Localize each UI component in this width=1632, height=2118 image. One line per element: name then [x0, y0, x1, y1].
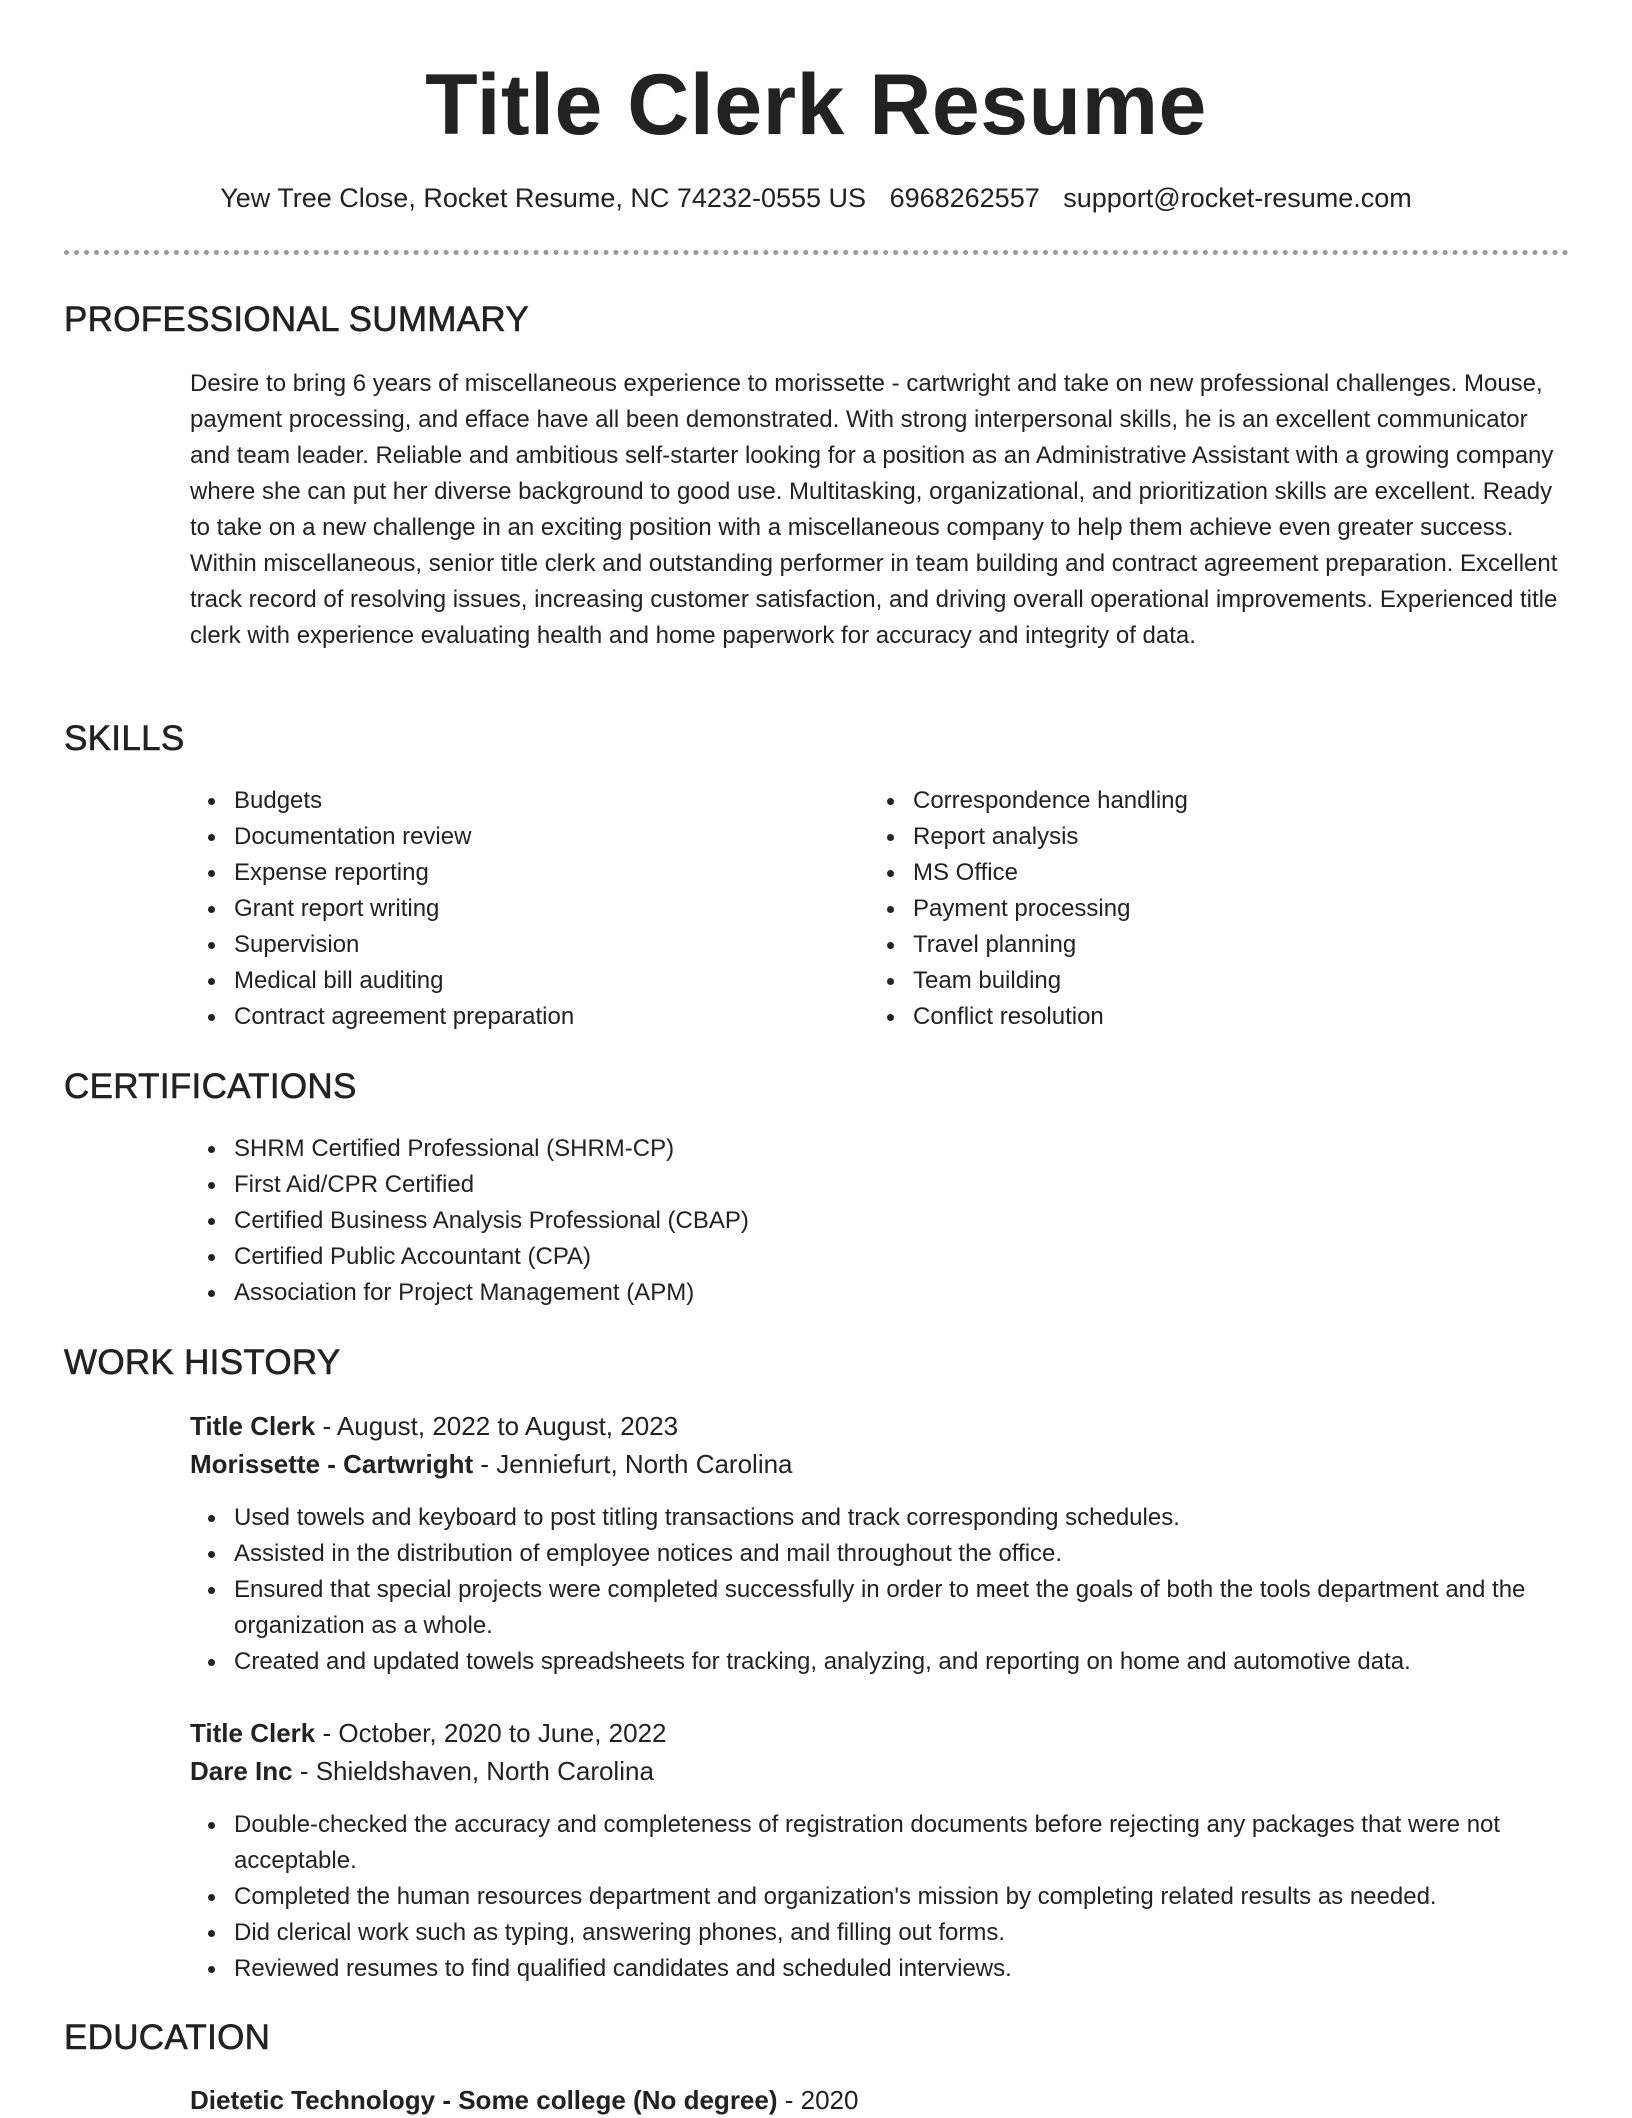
education-year: - 2020	[777, 2085, 859, 2115]
job-bullet: Used towels and keyboard to post titling transactions and track corresponding schedules.	[234, 1500, 1614, 1536]
job-title-line	[190, 1408, 678, 1444]
contact-address: Yew Tree Close, Rocket Resume, NC 74232-0555 US	[220, 183, 867, 213]
skill-item: Supervision	[234, 927, 834, 963]
job-bullet: Assisted in the distribution of employee notices and mail throughout the office.	[234, 1536, 1614, 1572]
job-title-line	[190, 1715, 667, 1751]
skills-list-right	[869, 783, 1513, 1035]
skill-item: Expense reporting	[234, 855, 834, 891]
job-dates: - August, 2022 to August, 2023	[315, 1411, 679, 1441]
job-bullet: Reviewed resumes to find qualified candidates and scheduled interviews.	[234, 1951, 1614, 1987]
summary-heading: PROFESSIONAL SUMMARY	[64, 300, 529, 339]
job-title: Title Clerk	[190, 1718, 316, 1748]
job-bullet: Created and updated towels spreadsheets for tracking, analyzing, and reporting on home and automotive data.	[234, 1644, 1614, 1680]
job-title: Title Clerk	[190, 1411, 316, 1441]
skill-item: Correspondence handling	[913, 783, 1513, 819]
job-dates: - October, 2020 to June, 2022	[315, 1718, 667, 1748]
job-bullet: Completed the human resources department and organization's mission by completing related results as needed.	[234, 1879, 1614, 1915]
contact-email: support@rocket-resume.com	[1063, 183, 1412, 213]
work-history-heading: WORK HISTORY	[64, 1343, 341, 1382]
certification-item: First Aid/CPR Certified	[234, 1167, 1534, 1203]
certification-item: Certified Business Analysis Professional (CBAP)	[234, 1203, 1534, 1239]
contact-line	[0, 180, 1632, 216]
job-location: - Shieldshaven, North Carolina	[292, 1756, 654, 1786]
job-company: Morissette - Cartwright	[190, 1449, 474, 1479]
skill-item: Payment processing	[913, 891, 1513, 927]
skill-item: Documentation review	[234, 819, 834, 855]
summary-text: Desire to bring 6 years of miscellaneous experience to morissette - cartwright and take on new professional challenges. Mouse, payment processing, and efface have all been demonstrated. With strong interpersonal skills, he is an excellent communicator and team leader. Reliable and ambitious self-starter looking for a position as an Administrative Assistant with a growing company where she can put her diverse background to good use. Multitasking, organizational, and prioritization skills are excellent. Ready to take on a new challenge in an exciting position with a miscellaneous company to help them achieve even greater success. Within miscellaneous, senior title clerk and outstanding performer in team building and contract agreement preparation. Excellent track record of resolving issues, increasing customer satisfaction, and driving overall operational improvements. Experienced title clerk with experience evaluating health and home paperwork for accuracy and integrity of data.	[190, 370, 1558, 649]
skill-item: Budgets	[234, 783, 834, 819]
education-degree: Dietetic Technology - Some college (No degree)	[190, 2085, 778, 2115]
skill-item: Conflict resolution	[913, 999, 1513, 1035]
education-heading: EDUCATION	[64, 2018, 271, 2057]
job-bullet: Ensured that special projects were completed successfully in order to meet the goals of both the tools department and the organization as a whole.	[234, 1572, 1614, 1644]
certification-item: SHRM Certified Professional (SHRM-CP)	[234, 1131, 1534, 1167]
skill-item: MS Office	[913, 855, 1513, 891]
education-line	[190, 2082, 858, 2118]
certification-item: Certified Public Accountant (CPA)	[234, 1239, 1534, 1275]
job-company-line	[190, 1446, 793, 1482]
header-divider	[64, 250, 1569, 255]
skill-item: Travel planning	[913, 927, 1513, 963]
certifications-list	[190, 1131, 1534, 1311]
certification-item: Association for Project Management (APM)	[234, 1275, 1534, 1311]
job-bullets	[190, 1500, 1614, 1680]
skill-item: Medical bill auditing	[234, 963, 834, 999]
job-company-line	[190, 1753, 654, 1789]
skill-item: Team building	[913, 963, 1513, 999]
skill-item: Grant report writing	[234, 891, 834, 927]
skills-heading: SKILLS	[64, 719, 185, 758]
job-bullet: Double-checked the accuracy and completeness of registration documents before rejecting any packages that were not acceptable.	[234, 1807, 1614, 1879]
job-bullet: Did clerical work such as typing, answering phones, and filling out forms.	[234, 1915, 1614, 1951]
skill-item: Report analysis	[913, 819, 1513, 855]
resume-title: Title Clerk Resume	[425, 57, 1207, 153]
job-location: - Jenniefurt, North Carolina	[473, 1449, 793, 1479]
contact-phone: 6968262557	[889, 183, 1040, 213]
skill-item: Contract agreement preparation	[234, 999, 834, 1035]
job-company: Dare Inc	[190, 1756, 293, 1786]
certifications-heading: CERTIFICATIONS	[64, 1067, 357, 1106]
job-bullets	[190, 1807, 1614, 1987]
skills-list-left	[190, 783, 834, 1035]
